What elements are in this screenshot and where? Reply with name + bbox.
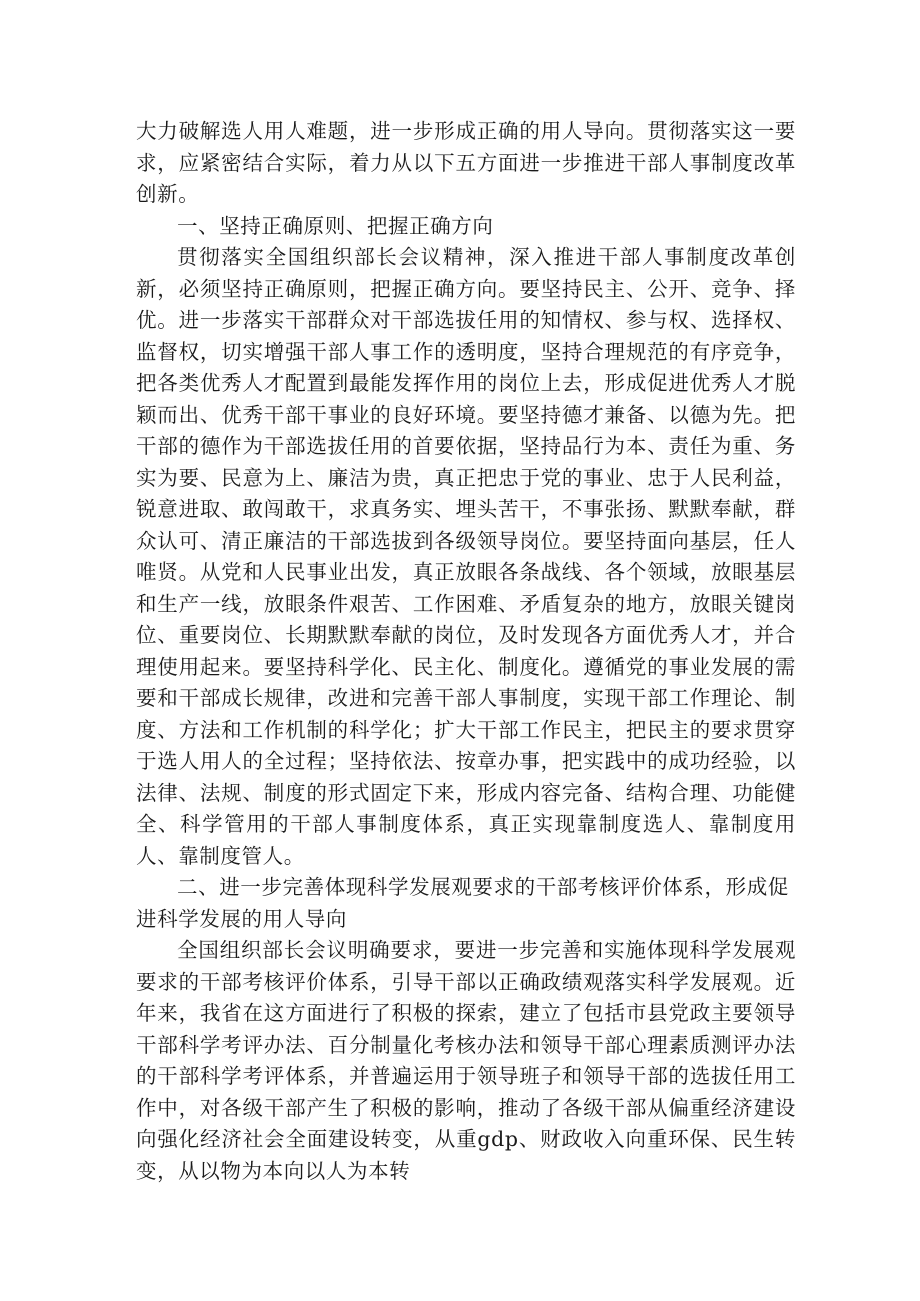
paragraph-intro: 大力破解选人用人难题，进一步形成正确的用人导向。贯彻落实这一要求，应紧密结合实际，着力从以下五方面进一步推进干部人事制度改革创新。 (136, 119, 796, 206)
section-heading-1: 一、坚持正确原则、把握正确方向 (177, 213, 494, 238)
paragraph-section-1: 贯彻落实全国组织部长会议精神，深入推进干部人事制度改革创新，必须坚持正确原则，把握正确方向。要坚持民主、公开、竞争、择优。进一步落实干部群众对干部选拔任用的知情权、参与权、选择权、监督权，切实增强干部人事工作的透明度，坚持合理规范的有序竞争，把各类优秀人才配置到最能发挥作用的岗位上去，形成促进优秀人才脱颖而出、优秀干部干事业的良好环境。要坚持德才兼备、以德为先。把干部的德作为干部选拔任用的首要依据，坚持品行为本、责任为重、务实为要、民意为上、廉洁为贵，真正把忠于党的事业、忠于人民利益，锐意进取、敢闯敢干，求真务实、埋头苦干，不事张扬、默默奉献，群众认可、清正廉洁的干部选拔到各级领导岗位。要坚持面向基层，任人唯贤。从党和人民事业出发，真正放眼各条战线、各个领域，放眼基层和生产一线，放眼条件艰苦、工作困难、矛盾复杂的地方，放眼关键岗位、重要岗位、长期默默奉献的岗位，及时发现各方面优秀人才，并合理使用起来。要坚持科学化、民主化、制度化。遵循党的事业发展的需要和干部成长规律，改进和完善干部人事制度，实现干部工作理论、制度、方法和工作机制的科学化；扩大干部工作民主，把民主的要求贯穿于选人用人的全过程；坚持依法、按章办事，把实践中的成功经验，以法律、法规、制度的形式固定下来，形成内容完备、结构合理、功能健全、科学管用的干部人事制度体系，真正实现靠制度选人、靠制度用人、靠制度管人。 (136, 245, 796, 868)
paragraph-section-2: 全国组织部长会议明确要求，要进一步完善和实施体现科学发展观要求的干部考核评价体系，引导干部以正确政绩观落实科学发展观。近年来，我省在这方面进行了积极的探索，建立了包括市县党政主要领导干部科学考评办法、百分制量化考核办法和领导干部心理素质测评办法的干部科学考评体系，并普遍运用于领导班子和领导干部的选拔任用工作中，对各级干部产生了积极的影响，推动了各级干部从偏重经济建设向强化经济社会全面建设转变，从重gdp、财政收入向重环保、民生转变，从以物为本向以人为本转 (136, 938, 796, 1183)
document-body (136, 116, 796, 1187)
section-heading-2: 二、进一步完善体现科学发展观要求的干部考核评价体系，形成促进科学发展的用人导向 (136, 875, 789, 931)
